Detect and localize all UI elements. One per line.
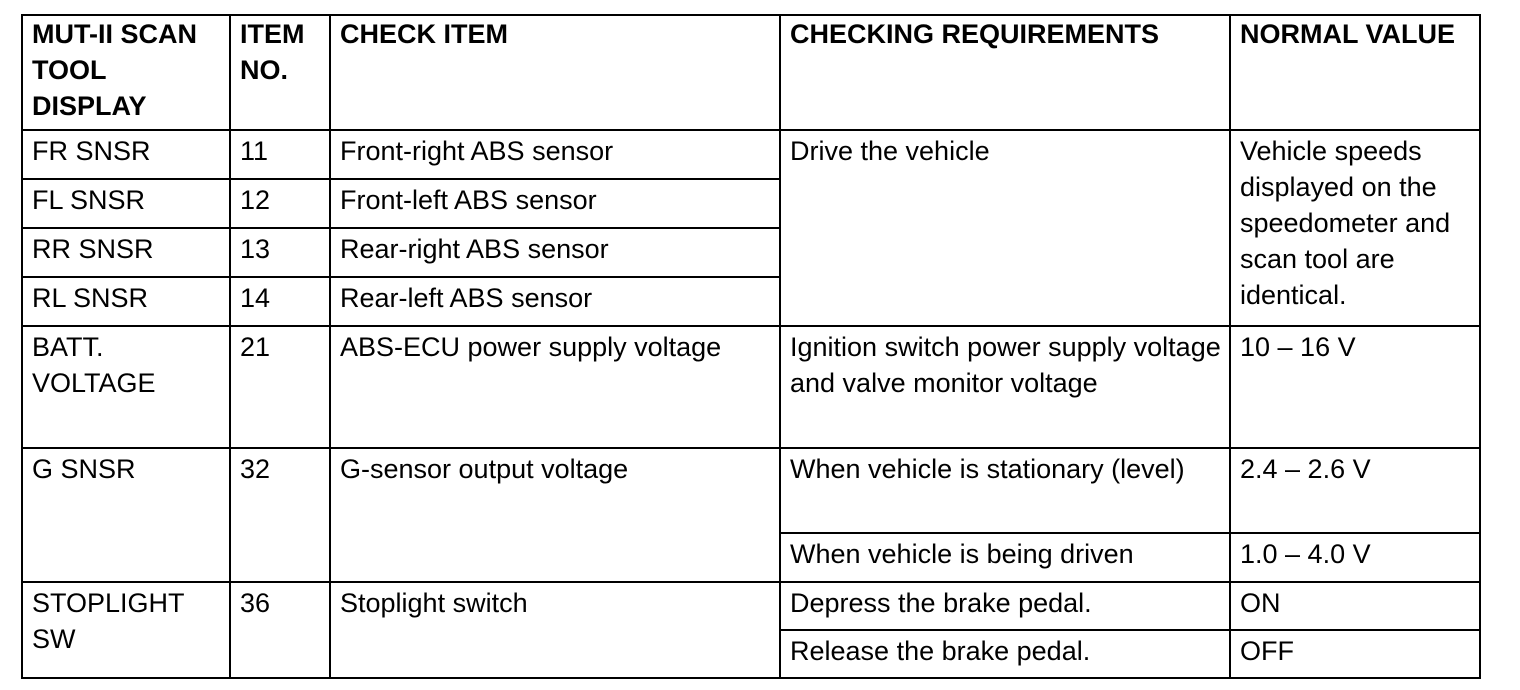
normal-value-cell: 2.4 – 2.6 V — [1230, 448, 1480, 533]
display-cell: FR SNSR — [22, 130, 230, 179]
display-cell: RL SNSR — [22, 277, 230, 326]
display-cell: RR SNSR — [22, 228, 230, 277]
normal-value-cell: Vehicle speeds displayed on the speedometer and scan tool are identical. — [1230, 130, 1480, 326]
table-row — [22, 326, 1480, 448]
requirement-cell: Ignition switch power supply voltage and valve monitor voltage — [780, 326, 1230, 448]
table-row — [22, 448, 1480, 533]
normal-value-cell: 1.0 – 4.0 V — [1230, 533, 1480, 582]
check-item-cell: Rear-right ABS sensor — [330, 228, 780, 277]
header-normal-value: NORMAL VALUE — [1230, 15, 1480, 130]
item-no-cell: 11 — [230, 130, 330, 179]
requirement-cell: When vehicle is being driven — [780, 533, 1230, 582]
display-cell: BATT. VOLTAGE — [22, 326, 230, 448]
requirement-cell: When vehicle is stationary (level) — [780, 448, 1230, 533]
normal-value-cell: OFF — [1230, 630, 1480, 678]
scan-tool-spec-table — [21, 14, 1481, 679]
item-no-cell: 14 — [230, 277, 330, 326]
table-row — [22, 130, 1480, 179]
normal-value-cell: ON — [1230, 582, 1480, 630]
check-item-cell: G-sensor output voltage — [330, 448, 780, 582]
requirement-cell: Drive the vehicle — [780, 130, 1230, 326]
check-item-cell: Rear-left ABS sensor — [330, 277, 780, 326]
requirement-cell: Depress the brake pedal. — [780, 582, 1230, 630]
check-item-cell: Front-left ABS sensor — [330, 179, 780, 228]
display-cell: G SNSR — [22, 448, 230, 582]
header-item-no: ITEM NO. — [230, 15, 330, 130]
item-no-cell: 32 — [230, 448, 330, 582]
header-display: MUT-II SCAN TOOL DISPLAY — [22, 15, 230, 130]
requirement-cell: Release the brake pedal. — [780, 630, 1230, 678]
check-item-cell: ABS-ECU power supply voltage — [330, 326, 780, 448]
header-requirements: CHECKING REQUIREMENTS — [780, 15, 1230, 130]
item-no-cell: 12 — [230, 179, 330, 228]
header-check-item: CHECK ITEM — [330, 15, 780, 130]
check-item-cell: Stoplight switch — [330, 582, 780, 678]
item-no-cell: 21 — [230, 326, 330, 448]
display-cell: FL SNSR — [22, 179, 230, 228]
normal-value-cell: 10 – 16 V — [1230, 326, 1480, 448]
table-row — [22, 582, 1480, 630]
display-cell: STOPLIGHT SW — [22, 582, 230, 678]
item-no-cell: 36 — [230, 582, 330, 678]
item-no-cell: 13 — [230, 228, 330, 277]
table-header-row — [22, 15, 1480, 130]
check-item-cell: Front-right ABS sensor — [330, 130, 780, 179]
